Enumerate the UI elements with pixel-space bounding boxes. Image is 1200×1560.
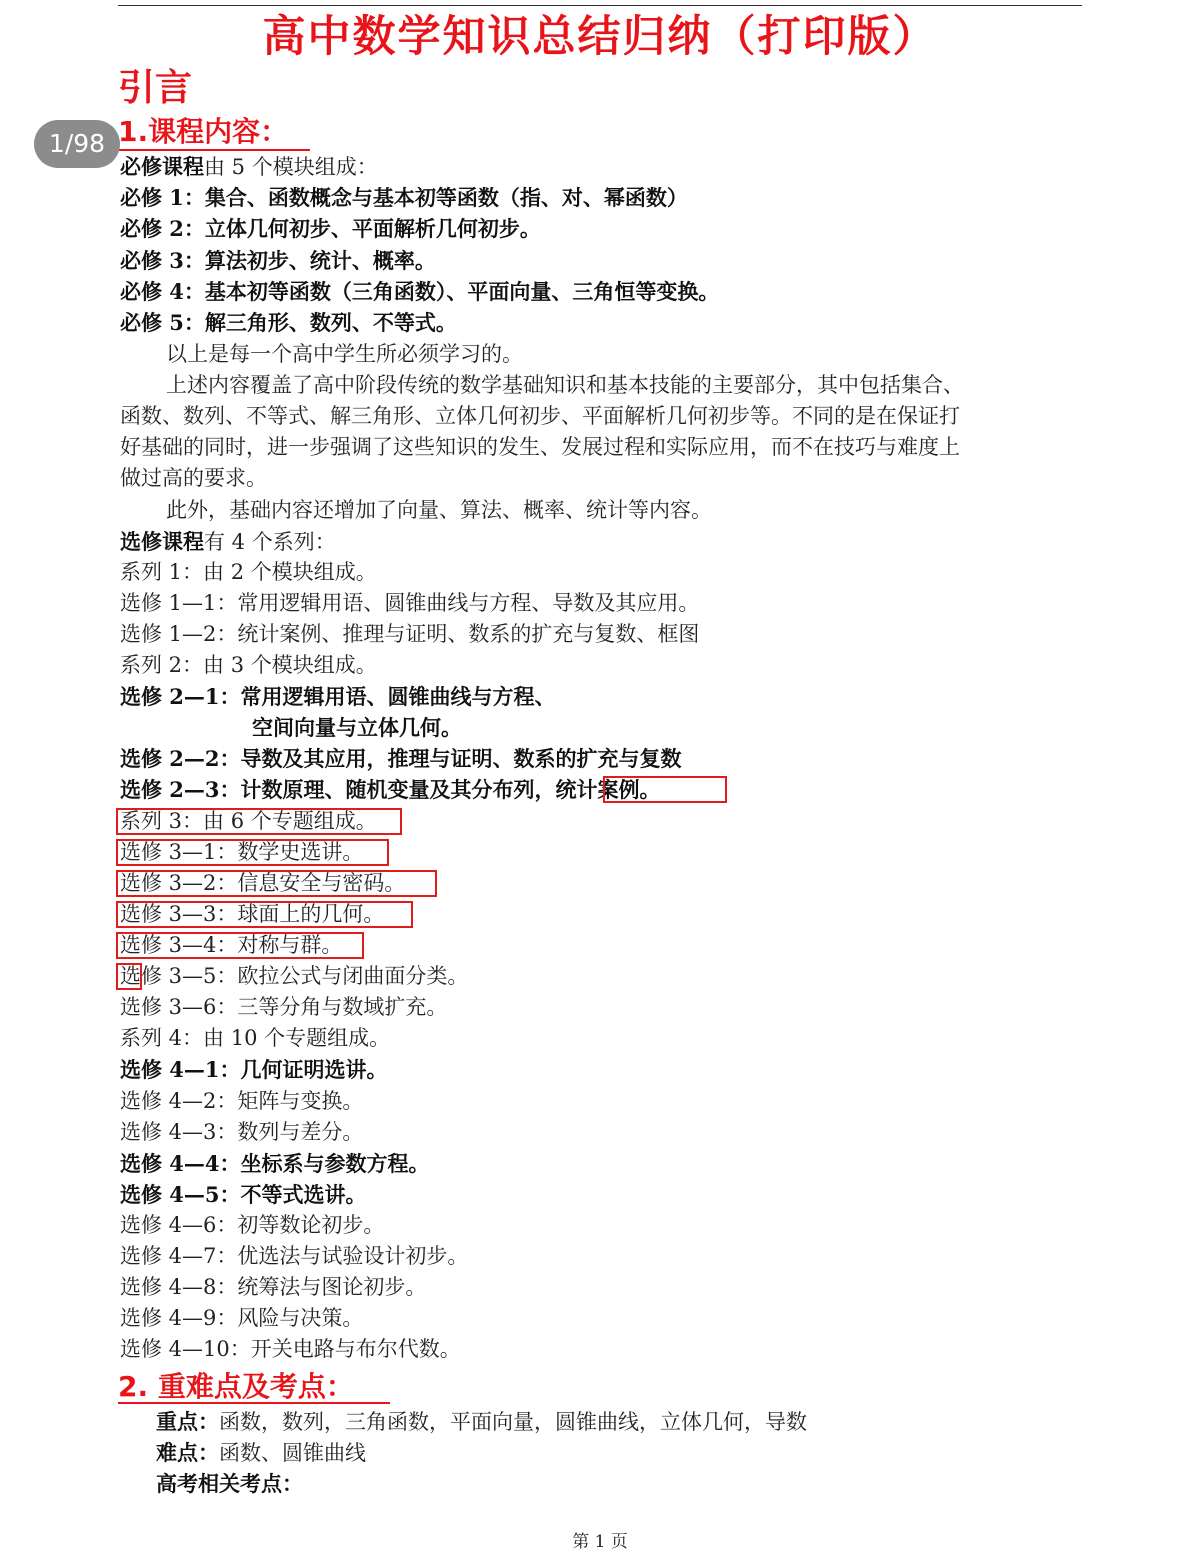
highlight-box (116, 808, 402, 835)
elective-line: 选修 4—10：开关电路与布尔代数。 (120, 1337, 461, 1361)
top-rule (118, 5, 1082, 6)
page-footer: 第 1 页 (572, 1532, 628, 1552)
elective-line: 选修 4—8：统筹法与图论初步。 (120, 1275, 427, 1299)
elective-line: 选修 3—1：数学史选讲。 (120, 840, 364, 864)
elective-line: 选修 3—4：对称与群。 (120, 933, 343, 957)
highlight-box (603, 776, 727, 803)
compulsory-line: 必修 1：集合、函数概念与基本初等函数（指、对、幂函数） (120, 185, 688, 210)
elective-line: 选修 3—3：球面上的几何。 (120, 902, 385, 926)
highlight-box (116, 963, 142, 990)
elective-line: 选修 2—2：导数及其应用，推理与证明、数系的扩充与复数 (120, 746, 682, 771)
section-key-points-heading: 2. 重难点及考点： (118, 1370, 354, 1403)
elective-intro: 选修课程有 4 个系列： (120, 529, 336, 554)
compulsory-line: 必修 2：立体几何初步、平面解析几何初步。 (120, 216, 541, 241)
elective-line: 选修 4—6：初等数论初步。 (120, 1213, 385, 1237)
elective-line: 系列 3：由 6 个专题组成。 (120, 809, 377, 833)
exam-points-line: 高考相关考点： (156, 1471, 303, 1496)
elective-line: 选修 4—4：坐标系与参数方程。 (120, 1151, 430, 1176)
elective-line: 选修 1—1：常用逻辑用语、圆锥曲线与方程、导数及其应用。 (120, 591, 700, 615)
section-underline (118, 1402, 390, 1404)
elective-line: 选修 4—3：数列与差分。 (120, 1120, 364, 1144)
elective-line: 选修 4—2：矩阵与变换。 (120, 1089, 364, 1113)
highlight-box (116, 901, 413, 928)
elective-line: 系列 1：由 2 个模块组成。 (120, 560, 377, 584)
elective-line: 选修 2—3：计数原理、随机变量及其分布列，统计案例。 (120, 777, 661, 802)
elective-line: 选修 4—1：几何证明选讲。 (120, 1057, 388, 1082)
paragraph-line: 以上是每一个高中学生所必须学习的。 (166, 342, 523, 366)
elective-line: 空间向量与立体几何。 (252, 715, 462, 740)
highlight-box (116, 839, 389, 866)
section-course-content-heading: 1.课程内容： (118, 115, 289, 148)
highlight-box (116, 870, 437, 897)
elective-line: 选修 1—2：统计案例、推理与证明、数系的扩充与复数、框图 (120, 622, 700, 646)
elective-line: 选修 3—6：三等分角与数域扩充。 (120, 995, 448, 1019)
elective-line: 选修 4—9：风险与决策。 (120, 1306, 364, 1330)
elective-line: 选修 3—5：欧拉公式与闭曲面分类。 (120, 964, 469, 988)
compulsory-line: 必修 3：算法初步、统计、概率。 (120, 248, 436, 273)
elective-line: 选修 4—5：不等式选讲。 (120, 1182, 367, 1207)
elective-line: 选修 4—7：优选法与试验设计初步。 (120, 1244, 469, 1268)
highlight-box (116, 932, 364, 959)
compulsory-line: 必修 4：基本初等函数（三角函数）、平面向量、三角恒等变换。 (120, 279, 720, 304)
paragraph-line: 上述内容覆盖了高中阶段传统的数学基础知识和基本技能的主要部分，其中包括集合、 (166, 373, 964, 397)
elective-line: 系列 2：由 3 个模块组成。 (120, 653, 377, 677)
page-title: 高中数学知识总结归纳（打印版） (262, 12, 938, 62)
paragraph-line: 做过高的要求。 (120, 466, 267, 490)
elective-line: 系列 4：由 10 个专题组成。 (120, 1026, 391, 1050)
elective-line: 选修 3—2：信息安全与密码。 (120, 871, 406, 895)
focus-line: 重点：函数，数列，三角函数，平面向量，圆锥曲线，立体几何，导数 (156, 1409, 807, 1434)
difficulty-line: 难点：函数、圆锥曲线 (156, 1440, 366, 1465)
paragraph-line: 函数、数列、不等式、解三角形、立体几何初步、平面解析几何初步等。不同的是在保证打 (120, 404, 960, 428)
elective-line: 选修 2—1：常用逻辑用语、圆锥曲线与方程、 (120, 684, 556, 709)
paragraph-line: 好基础的同时，进一步强调了这些知识的发生、发展过程和实际应用，而不在技巧与难度上 (120, 435, 960, 459)
intro-heading: 引言 (118, 66, 192, 109)
compulsory-line: 必修 5：解三角形、数列、不等式。 (120, 310, 457, 335)
paragraph-line: 此外，基础内容还增加了向量、算法、概率、统计等内容。 (166, 498, 712, 522)
compulsory-intro: 必修课程由 5 个模块组成： (120, 154, 378, 179)
page-counter-badge[interactable]: 1/98 (34, 120, 120, 168)
